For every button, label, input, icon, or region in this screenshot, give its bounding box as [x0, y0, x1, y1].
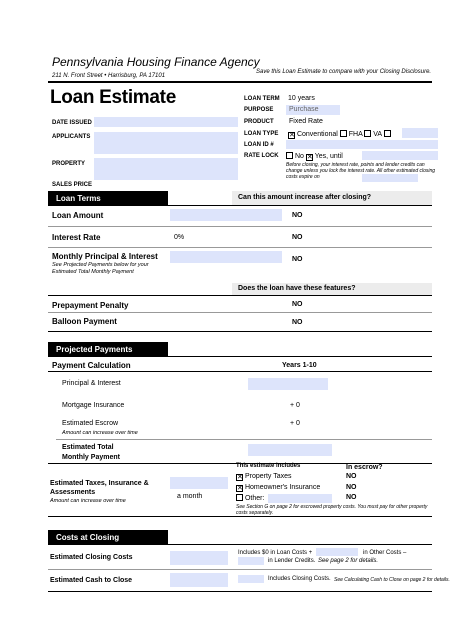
lock-no-label: No [294, 153, 304, 160]
lock-no-checkbox-icon[interactable] [286, 152, 293, 159]
cash-to-close-field[interactable] [170, 573, 228, 587]
loan-term-value: 10 years [288, 95, 315, 102]
product-label: PRODUCT [244, 119, 274, 125]
section-rule [48, 205, 432, 206]
row-rule [48, 226, 432, 227]
property-label: PROPERTY [52, 161, 86, 167]
row-rule [48, 312, 432, 313]
other-label: Other: [244, 495, 265, 502]
cash-line: Includes Closing Costs. [268, 576, 331, 582]
per-month-label: a month [177, 493, 203, 500]
agency-address: 211 N. Front Street • Harrisburg, PA 17101 [52, 73, 166, 79]
payment-calc-label: Payment Calculation [52, 361, 131, 370]
prepayment-label: Prepayment Penalty [52, 301, 129, 310]
rate-lock-options[interactable] [286, 152, 343, 161]
sales-price-label: SALES PRICE [52, 182, 93, 188]
section-rule [48, 356, 432, 357]
other-checkbox-icon[interactable] [236, 494, 243, 501]
loan-amount-field[interactable] [170, 209, 282, 221]
loan-amount-answer: NO [292, 212, 303, 219]
homeowners-checkbox-icon[interactable]: ✕ [237, 485, 243, 492]
other-type-field[interactable] [402, 128, 438, 138]
save-note: Save this Loan Estimate to compare with your Closing Disclosure. [256, 69, 432, 75]
total-monthly-label: Estimated Total Monthly Payment [62, 444, 120, 461]
header-rule [48, 81, 432, 83]
rate-lock-label: RATE LOCK [244, 153, 279, 159]
principal-interest-label: Principal & Interest [62, 380, 121, 387]
closing-costs-field[interactable] [170, 551, 228, 565]
fha-checkbox-icon[interactable] [340, 130, 347, 137]
other-type-checkbox-icon[interactable] [384, 130, 391, 137]
applicants-field[interactable] [94, 132, 238, 154]
escrow-label: Estimated Escrow [62, 420, 119, 427]
homeowners-label: Homeowner's Insurance [244, 484, 321, 491]
other-answer: NO [346, 494, 357, 501]
closing-costs-line1a: Includes $0 in Loan Costs + [238, 550, 313, 556]
fha-label: FHA [348, 131, 363, 138]
mortgage-insurance-label: Mortgage Insurance [62, 402, 125, 409]
taxes-note: Amount can increase over time [50, 498, 126, 504]
closing-costs-label: Estimated Closing Costs [50, 554, 133, 561]
interest-rate-value: 0% [174, 234, 185, 241]
date-issued-label: DATE ISSUED [52, 120, 92, 126]
purpose-value: Purchase [289, 106, 319, 113]
monthly-pi-answer: NO [292, 256, 303, 263]
lock-until-field[interactable] [362, 151, 438, 160]
escrow-value: + 0 [290, 420, 300, 427]
monthly-pi-label: Monthly Principal & Interest [52, 252, 158, 261]
row-rule [48, 569, 432, 570]
interest-rate-label: Interest Rate [52, 233, 101, 242]
loan-type-options[interactable] [288, 130, 391, 139]
loan-terms-header: Loan Terms [48, 191, 168, 205]
loan-id-field[interactable] [286, 140, 438, 149]
closing-costs-note: See page 2 for details. [318, 558, 379, 564]
page-title: Loan Estimate [50, 87, 176, 108]
closing-costs-line1b: in Other Costs – [363, 550, 407, 556]
increase-question: Can this amount increase after closing? [232, 191, 432, 205]
balloon-label: Balloon Payment [52, 317, 117, 326]
taxes-field[interactable] [170, 477, 228, 489]
property-taxes-checkbox-icon[interactable]: ✕ [237, 474, 243, 481]
principal-interest-field[interactable] [248, 378, 328, 390]
lender-credits-field[interactable] [238, 557, 264, 565]
property-taxes-label: Property Taxes [244, 473, 292, 480]
monthly-pi-note: See Projected Payments below for your Estimated Total Monthly Payment [52, 262, 149, 275]
taxes-label: Estimated Taxes, Insurance & Assessments [50, 480, 149, 496]
escrow-note: Amount can increase over time [62, 430, 138, 436]
conventional-checkbox-icon[interactable]: ✕ [289, 132, 295, 139]
section-rule [48, 295, 432, 296]
date-issued-field[interactable] [94, 117, 238, 127]
loan-id-label: LOAN ID # [244, 142, 274, 148]
va-checkbox-icon[interactable] [364, 130, 371, 137]
applicants-label: APPLICANTS [52, 134, 91, 140]
balloon-answer: NO [292, 319, 303, 326]
agency-name: Pennsylvania Housing Finance Agency [52, 55, 260, 69]
other-field[interactable] [268, 494, 332, 503]
years-label: Years 1-10 [282, 362, 317, 369]
row-rule [48, 247, 432, 248]
loan-term-label: LOAN TERM [244, 96, 280, 102]
purpose-label: PURPOSE [244, 107, 274, 113]
property-taxes-item[interactable] [236, 473, 292, 481]
interest-rate-answer: NO [292, 234, 303, 241]
section-g-note: See Section G on page 2 for escrowed property costs. You must pay for other property costs separately. [236, 504, 428, 516]
va-label: VA [373, 131, 382, 138]
includes-label: This estimate includes [236, 463, 301, 469]
expire-field[interactable] [362, 174, 418, 182]
lock-yes-checkbox-icon[interactable]: ✕ [306, 154, 313, 161]
cash-note: See Calculating Cash to Close on page 2 for details. [334, 577, 450, 583]
loan-type-label: LOAN TYPE [244, 131, 279, 137]
loan-amount-label: Loan Amount [52, 211, 104, 220]
conventional-label: Conventional [296, 131, 338, 138]
homeowners-answer: NO [346, 484, 357, 491]
cash-to-close-label: Estimated Cash to Close [50, 577, 133, 584]
prepayment-answer: NO [292, 301, 303, 308]
mortgage-insurance-value: + 0 [290, 402, 300, 409]
section-rule [48, 371, 432, 372]
features-question: Does the loan have these features? [232, 283, 432, 295]
in-escrow-label: In escrow? [346, 464, 383, 471]
other-costs-field[interactable] [316, 548, 358, 556]
lock-yes-label: Yes, until [314, 153, 343, 160]
section-rule [48, 516, 432, 517]
homeowners-item[interactable] [236, 484, 320, 492]
section-rule [48, 591, 432, 592]
property-field[interactable] [94, 158, 238, 180]
product-value: Fixed Rate [289, 118, 323, 125]
rate-lock-note: Before closing, your interest rate, points and lender credits can change unless you lock the interest rate. All other estimated closing costs expire on [286, 162, 436, 180]
row-rule [56, 439, 432, 440]
other-item[interactable] [236, 494, 264, 502]
total-monthly-field[interactable] [248, 444, 332, 456]
closing-costs-line2: in Lender Credits. [268, 558, 316, 564]
monthly-pi-field[interactable] [170, 251, 282, 263]
section-rule [48, 331, 432, 332]
cash-field-small[interactable] [238, 575, 264, 583]
section-rule [48, 544, 432, 545]
costs-header: Costs at Closing [48, 530, 168, 544]
property-taxes-answer: NO [346, 473, 357, 480]
projected-header: Projected Payments [48, 342, 168, 356]
